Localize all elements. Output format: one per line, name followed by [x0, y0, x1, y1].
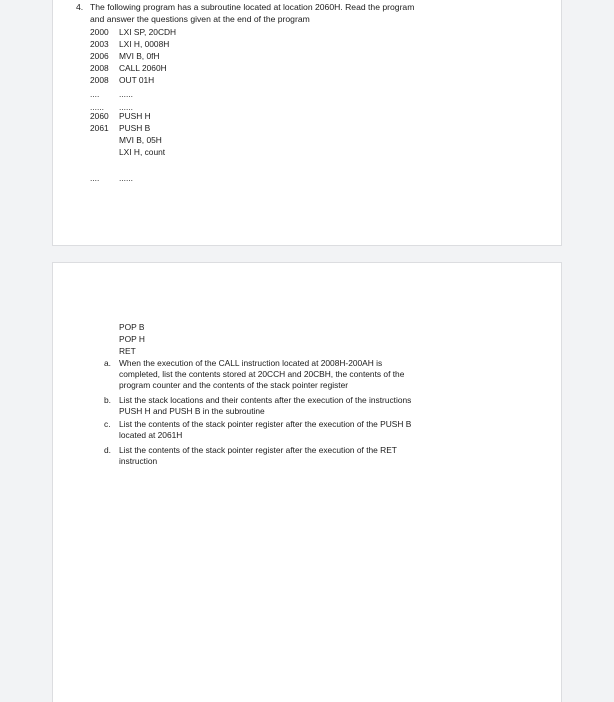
code-address: .... — [90, 173, 100, 183]
code-instruction: PUSH B — [119, 123, 151, 133]
code-instruction: RET — [119, 346, 136, 356]
code-instruction: OUT 01H — [119, 75, 155, 85]
code-instruction: CALL 2060H — [119, 63, 167, 73]
question-text-line-1: The following program has a subroutine located at location 2060H. Read the program — [90, 2, 415, 12]
code-address: 2061 — [90, 123, 109, 133]
subquestion-line: PUSH H and PUSH B in the subroutine — [119, 406, 265, 416]
code-address: .... — [90, 89, 100, 99]
subquestion-line: program counter and the contents of the stack pointer register — [119, 380, 349, 390]
code-address: 2060 — [90, 111, 109, 121]
code-instruction: ...... — [119, 102, 133, 112]
code-instruction: LXI H, 0008H — [119, 39, 170, 49]
code-instruction: LXI H, count — [119, 147, 166, 157]
subquestion-line: List the contents of the stack pointer register after the execution of the PUSH B — [119, 419, 412, 429]
subquestion-letter: a. — [104, 358, 111, 368]
code-address: 2003 — [90, 39, 109, 49]
code-instruction: MVI B, 0fH — [119, 51, 160, 61]
code-address: 2006 — [90, 51, 109, 61]
code-instruction: LXI SP, 20CDH — [119, 27, 177, 37]
subquestion-text — [119, 419, 454, 441]
subquestion-letter: b. — [104, 395, 111, 405]
subquestion-line: List the stack locations and their contents after the execution of the instructions — [119, 395, 412, 405]
subquestion-line: instruction — [119, 456, 158, 466]
code-address: ...... — [90, 102, 104, 112]
code-instruction: ...... — [119, 173, 133, 183]
subquestion-letter: c. — [104, 419, 111, 429]
code-instruction: PUSH H — [119, 111, 151, 121]
code-address: 2008 — [90, 63, 109, 73]
code-address: 2000 — [90, 27, 109, 37]
question-number: 4. — [76, 2, 84, 12]
subquestion-line: located at 2061H — [119, 430, 183, 440]
code-instruction: ...... — [119, 89, 133, 99]
subquestion-line: List the contents of the stack pointer register after the execution of the RET — [119, 445, 397, 455]
code-instruction: POP H — [119, 334, 145, 344]
subquestion-text — [119, 358, 454, 391]
subquestion-text — [119, 395, 454, 417]
code-instruction: MVI B, 05H — [119, 135, 162, 145]
code-instruction: POP B — [119, 322, 145, 332]
question-text-line-2: and answer the questions given at the end of the program — [90, 14, 310, 24]
subquestion-text — [119, 445, 454, 467]
subquestion-line: When the execution of the CALL instruction located at 2008H-200AH is — [119, 358, 383, 368]
subquestion-letter: d. — [104, 445, 111, 455]
subquestion-line: completed, list the contents stored at 20CCH and 20CBH, the contents of the — [119, 369, 405, 379]
code-address: 2008 — [90, 75, 109, 85]
